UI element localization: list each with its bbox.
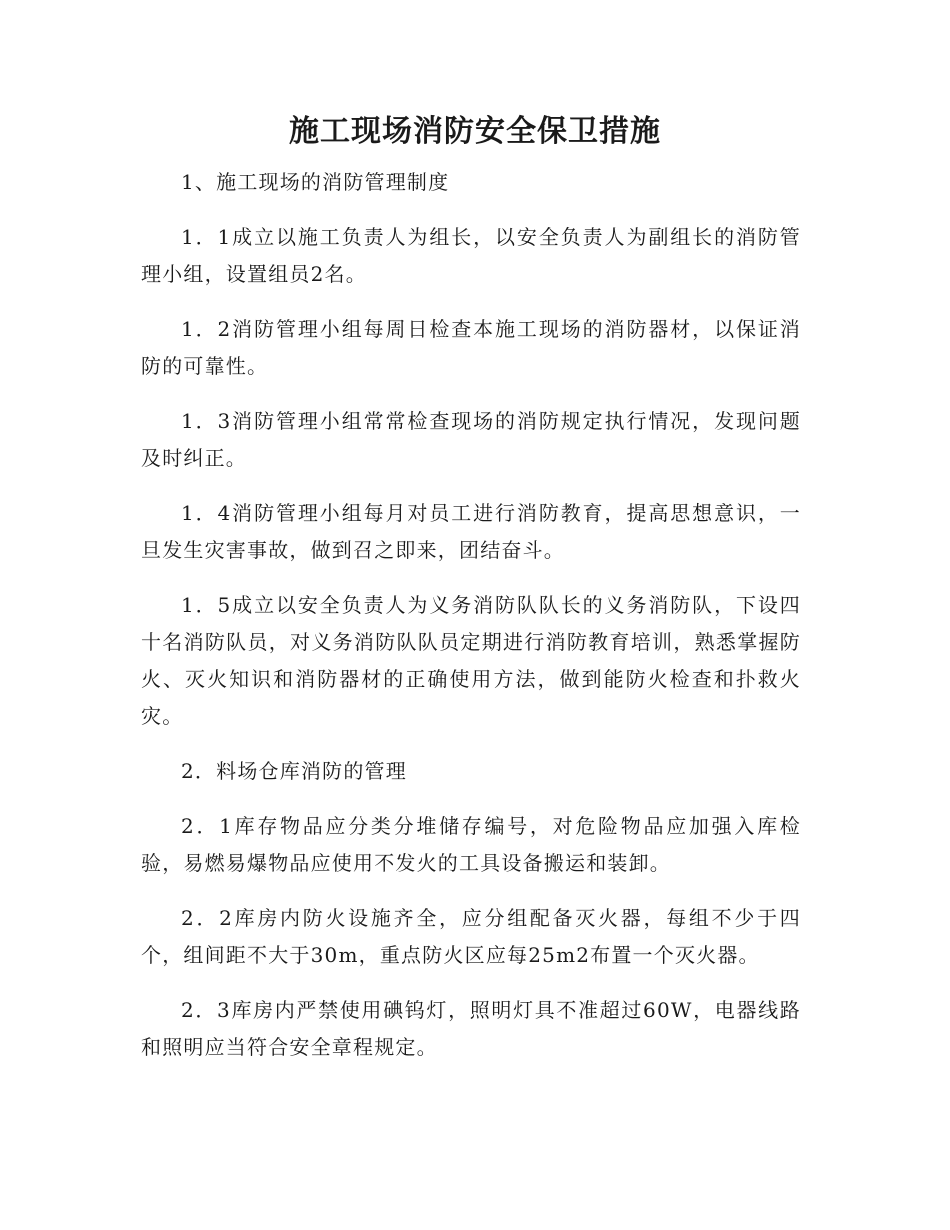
paragraph-section-2-heading: 2．料场仓库消防的管理 <box>181 759 407 783</box>
paragraph-2-3: 2．3库房内严禁使用碘钨灯，照明灯具不准超过60W，电器线路和照明应当符合安全章程规定。 <box>141 998 801 1059</box>
paragraph-2-2: 2．2库房内防火设施齐全，应分组配备灭火器，每组不少于四个，组间距不大于30m，重点防火区应每25m2布置一个灭火器。 <box>141 906 801 967</box>
paragraph-1-5: 1．5成立以安全负责人为义务消防队队长的义务消防队，下设四十名消防队员，对义务消防队队员定期进行消防教育培训，熟悉掌握防火、灭火知识和消防器材的正确使用方法，做到能防火检查和扑救火灾。 <box>141 593 801 728</box>
paragraph-2-1: 2．1库存物品应分类分堆储存编号，对危险物品应加强入库检验，易燃易爆物品应使用不发火的工具设备搬运和装卸。 <box>141 814 801 875</box>
document-body <box>141 164 801 1084</box>
document-title: 施工现场消防安全保卫措施 <box>289 114 661 149</box>
paragraph-1-4: 1．4消防管理小组每月对员工进行消防教育，提高思想意识，一旦发生灾害事故，做到召之即来，团结奋斗。 <box>141 501 801 562</box>
paragraph-1-1: 1．1成立以施工负责人为组长，以安全负责人为副组长的消防管理小组，设置组员2名。 <box>141 225 801 286</box>
paragraph-1-2: 1．2消防管理小组每周日检查本施工现场的消防器材，以保证消防的可靠性。 <box>141 317 801 378</box>
paragraph-1-3: 1．3消防管理小组常常检查现场的消防规定执行情况，发现问题及时纠正。 <box>141 409 801 470</box>
paragraph-section-1-heading: 1、施工现场的消防管理制度 <box>181 170 450 194</box>
